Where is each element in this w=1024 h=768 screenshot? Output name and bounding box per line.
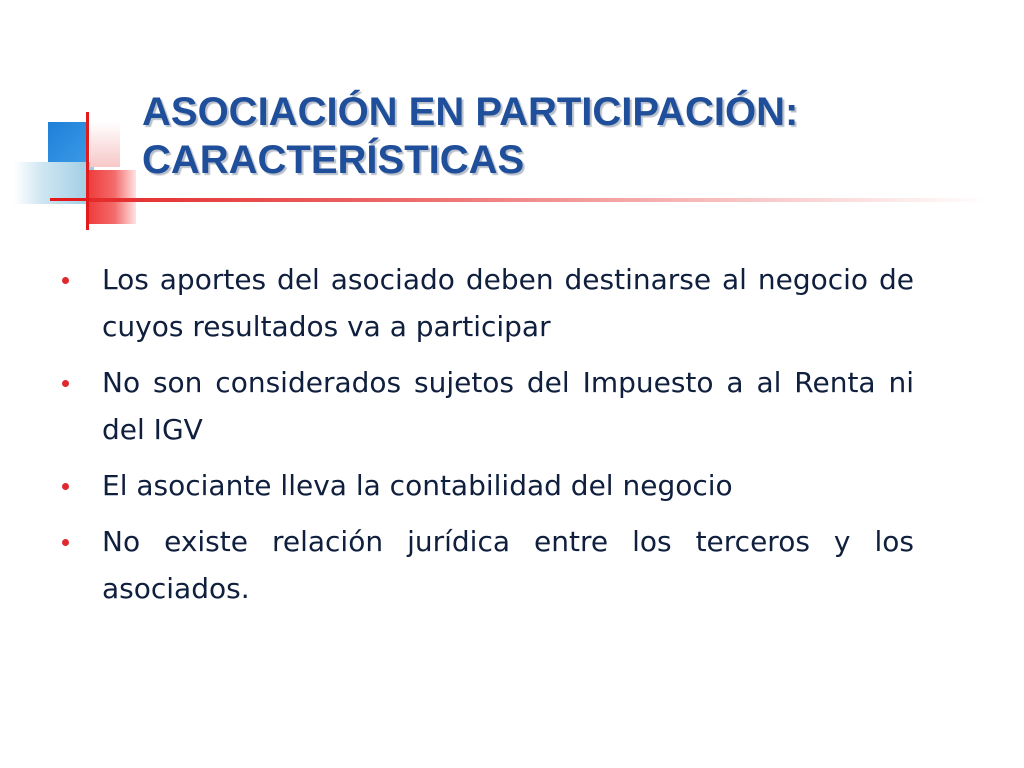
bullet-list <box>58 256 914 621</box>
slide-title <box>142 88 1002 184</box>
bullet-dot-icon <box>62 380 69 387</box>
slide-title-line-2: CARACTERÍSTICAS <box>142 138 525 182</box>
deco-red-square <box>88 170 136 224</box>
bullet-item <box>58 359 914 453</box>
deco-blue-square <box>48 122 88 162</box>
bullet-item <box>58 256 914 350</box>
bullet-item <box>58 518 914 612</box>
bullet-text: No son considerados sujetos del Impuesto a al Renta ni del IGV <box>102 366 914 446</box>
slide-title-line-1: ASOCIACIÓN EN PARTICIPACIÓN: <box>142 90 799 134</box>
bullet-dot-icon <box>62 277 69 284</box>
deco-vertical-line <box>86 112 89 230</box>
bullet-text: No existe relación jurídica entre los terceros y los asociados. <box>102 525 914 605</box>
bullet-dot-icon <box>62 539 69 546</box>
bullet-text: El asociante lleva la contabilidad del negocio <box>102 469 733 502</box>
title-underline <box>90 198 990 202</box>
bullet-text: Los aportes del asociado deben destinarse al negocio de cuyos resultados va a participar <box>102 263 914 343</box>
decorative-logo <box>0 0 150 240</box>
bullet-dot-icon <box>62 483 69 490</box>
deco-pink-square <box>90 122 120 167</box>
bullet-item <box>58 462 914 509</box>
